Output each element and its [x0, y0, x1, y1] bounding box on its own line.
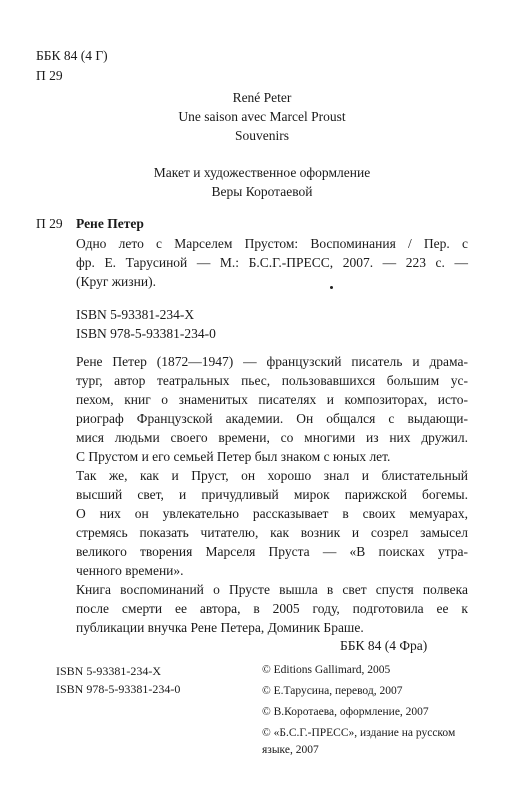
- annotation-line: О них он увлекательно рассказывает в своих мемуарах,: [76, 506, 468, 521]
- catalog-index-top: П 29: [36, 68, 63, 83]
- annotation-line: Так же, как и Пруст, он хорошо знал и блистательный: [76, 468, 468, 483]
- copyright-line: © Е.Тарусина, перевод, 2007: [262, 685, 403, 697]
- annotation-line: после смерти ее автора, в 2005 году, подготовила ее к: [76, 601, 468, 616]
- copyright-line: языке, 2007: [262, 744, 319, 756]
- copyright-block: [262, 662, 455, 763]
- catalog-index: П 29: [36, 216, 63, 231]
- catalog-line-2: фр. Е. Тарусиной — М.: Б.С.Г.-ПРЕСС, 2007. — 223 с. —: [76, 255, 468, 270]
- annotation-line: великого творения Марселя Пруста — «В поисках утра-: [76, 544, 468, 559]
- design-credit-line-2: Веры Коротаевой: [211, 184, 313, 199]
- catalog-line-1: Одно лето с Марселем Прустом: Воспоминания / Пер. с: [76, 236, 468, 251]
- annotation-line: стремясь показать читателю, как возник и созрел замысел: [76, 525, 468, 540]
- original-title: Une saison avec Marcel Proust: [178, 109, 346, 124]
- annotation-line: риограф Французской академии. Он общался с выдающи-: [76, 411, 468, 426]
- design-credits: [0, 163, 524, 201]
- footer-isbn-2: ISBN 978-5-93381-234-0: [56, 682, 181, 696]
- copyright-line: © «Б.С.Г.-ПРЕСС», издание на русском: [262, 727, 456, 739]
- annotation-line: публикации внучка Рене Петера, Доминик Браше.: [76, 620, 364, 635]
- catalog-author: Рене Петер: [76, 216, 144, 231]
- original-title-block: [0, 88, 524, 145]
- bbk-code-bottom: ББК 84 (4 Фра): [340, 638, 428, 653]
- annotation-line: мися людьми своего времени, со многими из них дружил.: [76, 430, 468, 445]
- design-credit-line-1: Макет и художественное оформление: [153, 165, 371, 180]
- catalog-isbn-1: ISBN 5-93381-234-X: [76, 307, 195, 322]
- stray-dot: [330, 286, 333, 289]
- footer-isbn-block: [56, 662, 180, 698]
- catalog-isbn-block: [76, 305, 216, 343]
- annotation-line: тург, автор театральных пьес, пользовавшихся большим ус-: [76, 373, 468, 388]
- copyright-line: © Editions Gallimard, 2005: [262, 664, 391, 676]
- copyright-line: © В.Коротаева, оформление, 2007: [262, 706, 429, 718]
- catalog-isbn-2: ISBN 978-5-93381-234-0: [76, 326, 216, 341]
- footer-isbn-1: ISBN 5-93381-234-X: [56, 664, 161, 678]
- bbk-code-top: ББК 84 (4 Г): [36, 48, 108, 63]
- annotation-line: Книга воспоминаний о Прусте вышла в свет спустя полвека: [76, 582, 468, 597]
- annotation-line: пехом, книг о знаменитых писателях и композиторах, исто-: [76, 392, 468, 407]
- annotation: [76, 352, 468, 637]
- catalog-line-3: (Круг жизни).: [76, 274, 156, 289]
- annotation-line: Рене Петер (1872—1947) — французский писатель и драма-: [76, 354, 468, 369]
- original-subtitle: Souvenirs: [235, 128, 289, 143]
- original-author: René Peter: [232, 90, 292, 105]
- annotation-line: ченного времени».: [76, 563, 184, 578]
- annotation-line: С Прустом и его семьей Петер был знаком с юных лет.: [76, 449, 391, 464]
- catalog-description: [76, 234, 468, 291]
- annotation-line: высший свет, и причудливый мирок парижской богемы.: [76, 487, 468, 502]
